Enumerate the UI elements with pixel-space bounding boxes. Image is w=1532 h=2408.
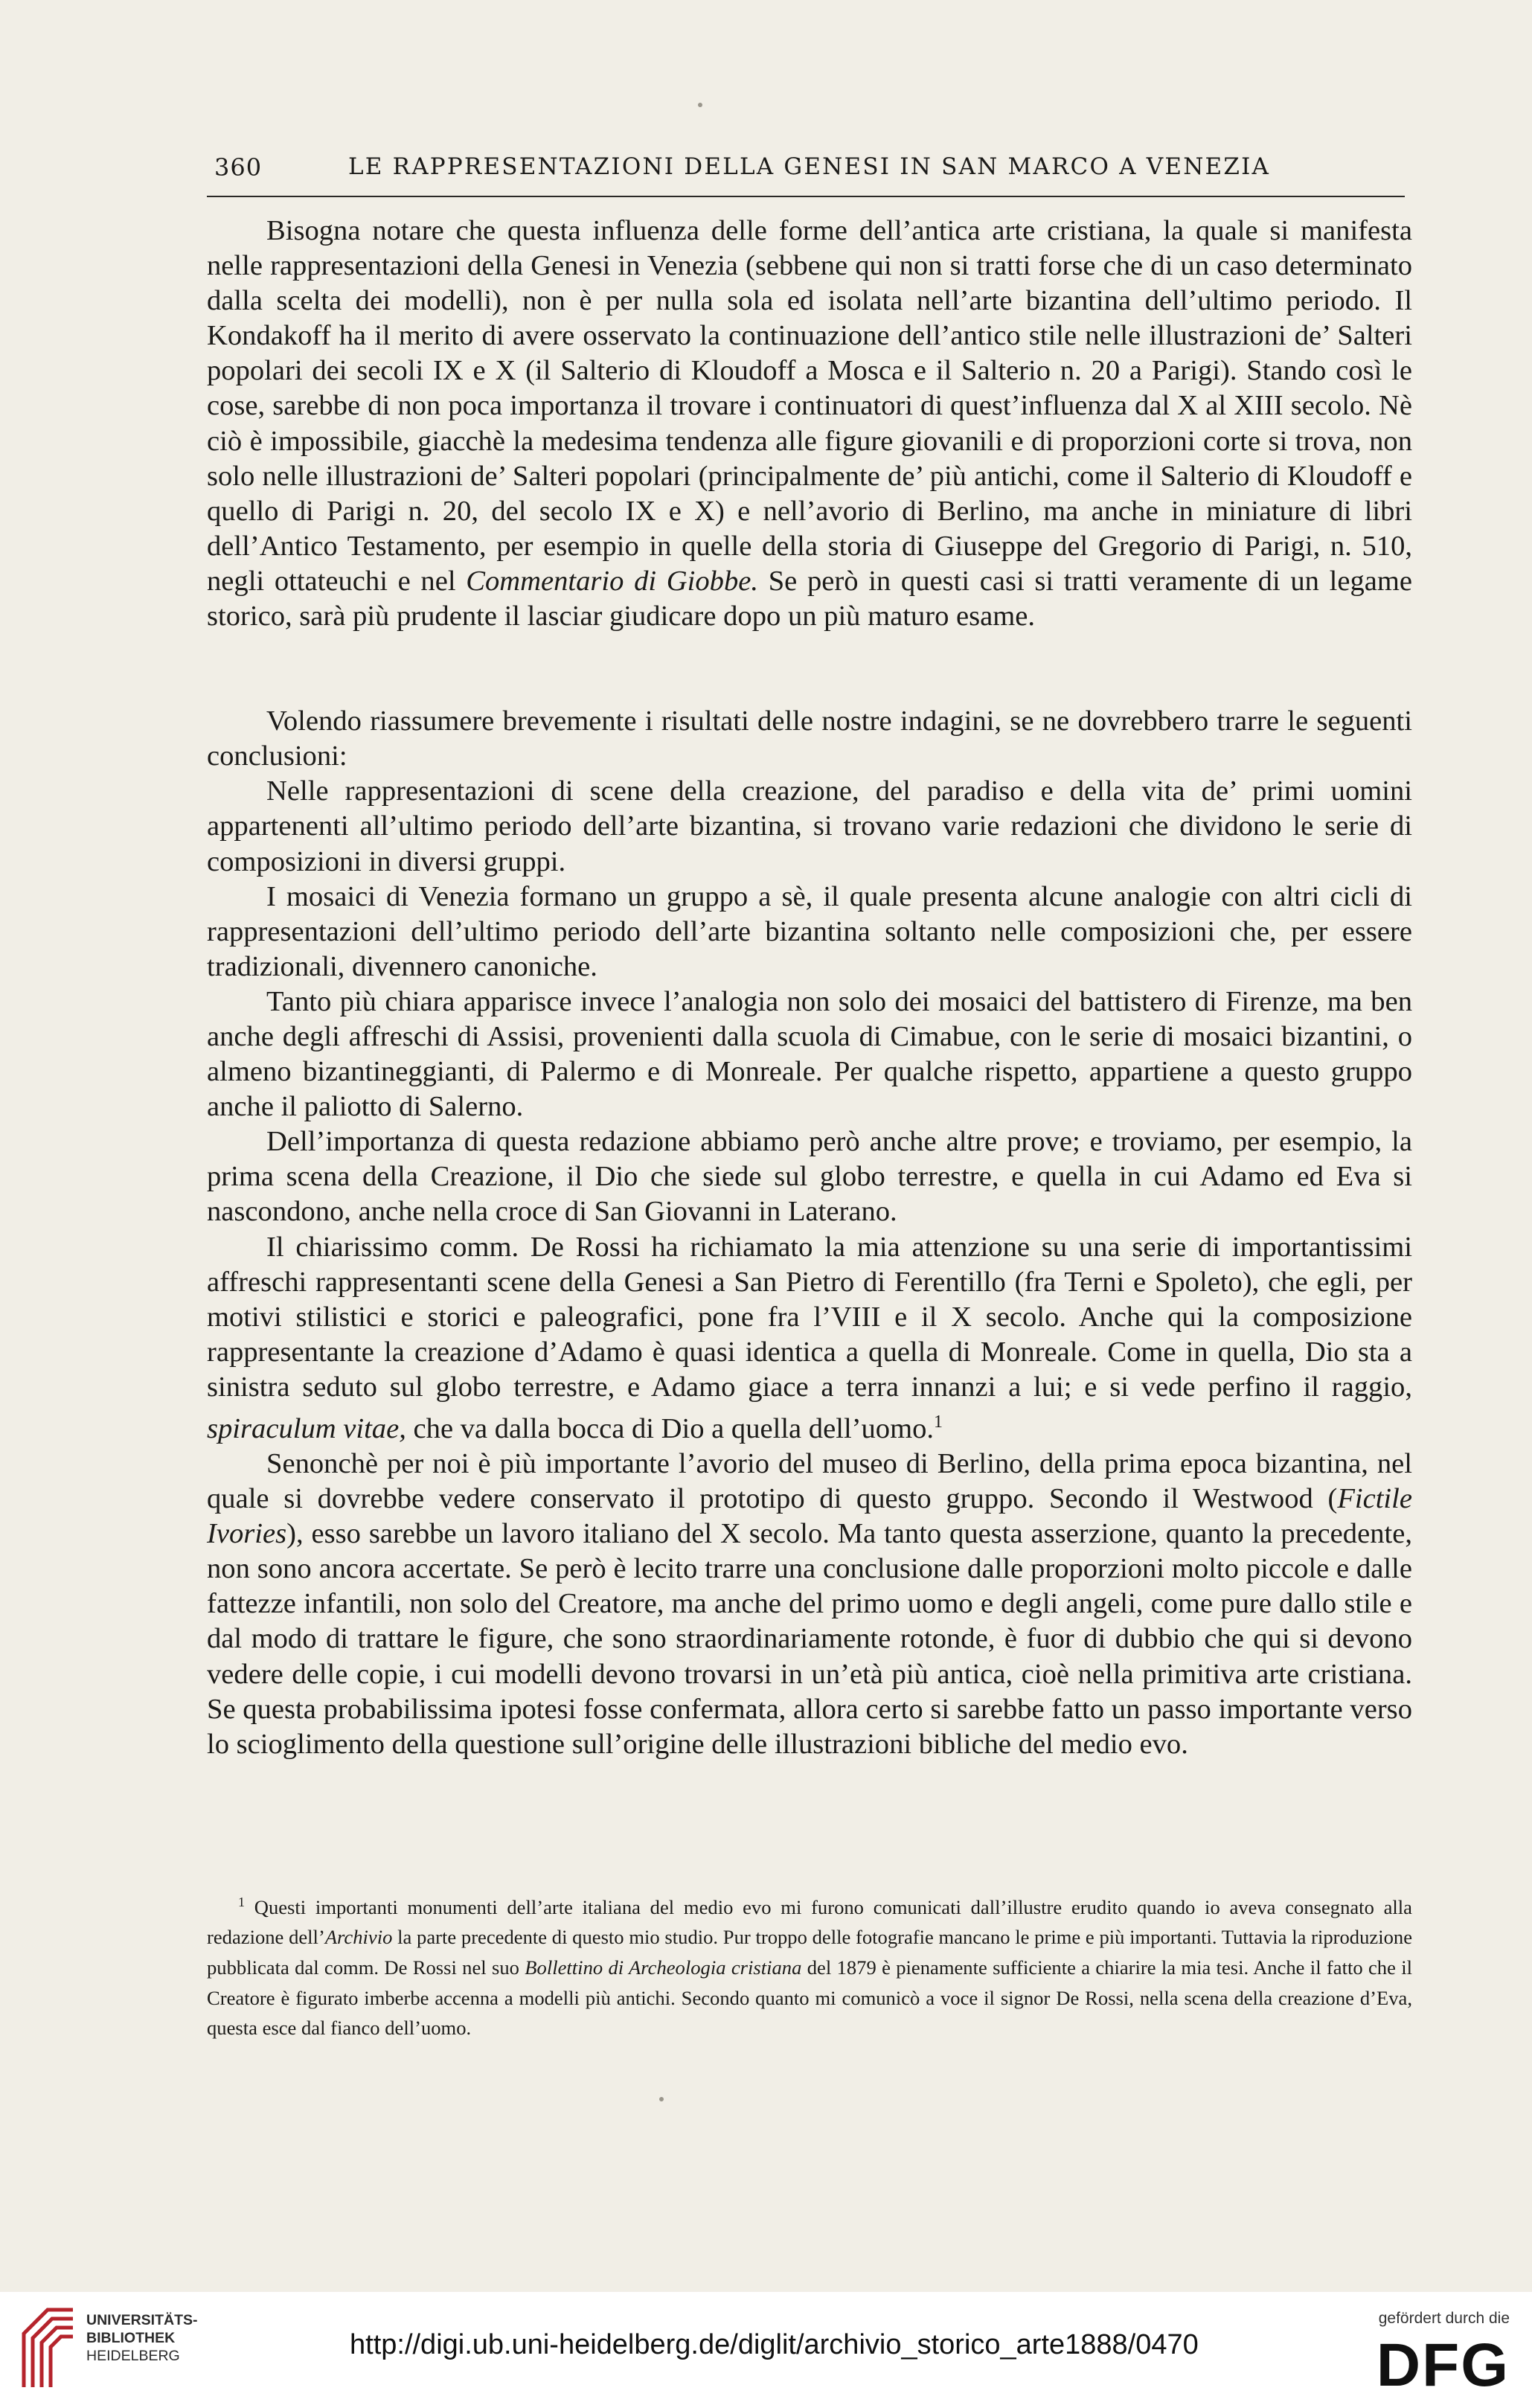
footnote-marker: 1 bbox=[238, 1895, 245, 1909]
running-title: LE RAPPRESENTAZIONI DELLA GENESI IN SAN MARCO A VENEZIA bbox=[348, 153, 1271, 180]
page-number: 360 bbox=[214, 153, 263, 182]
paragraph: I mosaici di Venezia formano un gruppo a sè, il quale presenta alcune analogie con altri cicli di rappresentazioni dell’ultimo periodo dell’arte bizantina soltanto nelle composizioni che, per essere tradizionali, divennero canoniche. bbox=[207, 880, 1412, 982]
footnote-reference[interactable]: 1 bbox=[934, 1412, 943, 1432]
header-rule bbox=[207, 196, 1405, 197]
permalink[interactable]: http://digi.ub.uni-heidelberg.de/diglit/archivio_storico_arte1888/0470 bbox=[350, 2329, 1199, 2360]
paragraph: Bisogna notare che questa influenza delle forme dell’antica arte cristiana, la quale si manifesta nelle rappresentazioni della Genesi in Venezia (sebbene qui non si tratti forse che di un caso determinato dalla scelta dei modelli), non è per nulla sola ed isolata nell’arte bizantina dell’ultimo periodo. Il Kondakoff ha il merito di avere osservato la continuazione dell’antico stile nelle illustrazioni de’ Salteri popolari dei secoli IX e X (il Salterio di Kloudoff a Mosca e il Salterio n. 20 a Parigi). Stando così le cose, sarebbe di non poca importanza il trovare i continuatori di quest’influenza dal X al XIII secolo. Nè ciò è impossibile, giacchè la medesima tendenza alle figure giovanili e di proporzioni corte si trova, non solo nelle illustrazioni de’ Salteri popolari (principalmente de’ più antichi, come il Salterio di Kloudoff e quello di Parigi n. 20, del secolo IX e X) e nell’avorio di Berlino, ma anche in miniature di libri dell’Antico Testamento, per esempio in quelle della storia di Giuseppe del Gregorio di Parigi, n. 510, negli ottateuchi e nel Commentario di Giobbe. Se però in questi casi si tratti veramente di un legame storico, sarà più prudente il lasciar giudicare dopo un più maturo esame. bbox=[207, 215, 1412, 633]
paragraph: Nelle rappresentazioni di scene della creazione, del paradiso e della vita de’ primi uomini appartenenti all’ultimo periodo dell’arte bizantina, si trovano varie redazioni che dividono le serie di composizioni in diversi gruppi. bbox=[207, 775, 1412, 877]
paragraph: Dell’importanza di questa redazione abbiamo però anche altre prove; e troviamo, per esempio, la prima scena della Creazione, il Dio che siede sul globo terrestre, e quella in cui Adamo ed Eva si nascondono, anche nella croce di San Giovanni in Laterano. bbox=[207, 1126, 1412, 1228]
library-name: UNIVERSITÄTS- BIBLIOTHEK HEIDELBERG bbox=[86, 2312, 198, 2364]
university-library-logo-icon[interactable] bbox=[16, 2304, 80, 2393]
paper-speck bbox=[659, 2097, 664, 2101]
footnotes bbox=[207, 1887, 1412, 2043]
paragraph: Tanto più chiara apparisce invece l’analogia non solo dei mosaici del battistero di Firenze, ma ben anche degli affreschi di Assisi, provenienti dalla scuola di Cimabue, con le serie di mosaici bizantini, o almeno bizantineggianti, di Palermo e di Monreale. Per qualche rispetto, appartiene a questo gruppo anche il paliotto di Salerno. bbox=[207, 985, 1412, 1123]
funding-label: gefördert durch die bbox=[1378, 2310, 1510, 2327]
paragraph: Senonchè per noi è più importante l’avorio del museo di Berlino, della prima epoca bizantina, nel quale si dovrebbe vedere conservato il prototipo di questo gruppo. Secondo il Westwood (Fictile Ivories), esso sarebbe un lavoro italiano del X secolo. Ma tanto questa asserzione, quanto la precedente, non sono ancora accertate. Se però è lecito trarre una conclusione dalle proporzioni molto piccole e dalle fattezze infantili, non solo del Creatore, ma anche del primo uomo e degli angeli, come pure dallo stile e dal modo di trattare le figure, che sono straordinariamente rotonde, è fuor di dubbio che qui si devono vedere delle copie, i cui modelli devono trovarsi in un’età più antica, cioè nella primitiva arte cristiana. Se questa probabilissima ipotesi fosse confermata, allora certo si sarebbe fatto un passo importante verso lo scioglimento della questione sull’origine delle illustrazioni bibliche del medio evo. bbox=[207, 1447, 1412, 1760]
body-text bbox=[207, 214, 1412, 1762]
dfg-logo: DFG bbox=[1376, 2331, 1510, 2399]
paper-speck bbox=[698, 103, 702, 107]
footnote: $^1$ Questi importanti monumenti dell’arte italiana del medio evo mi furono comunicati dall’illustre erudito quando io aveva consegnato alla redazione dell’Archivio la parte precedente di questo mio studio. Pur troppo delle fotografie mancano le prime e più importanti. Tuttavia la riproduzione pubblicata dal comm. De Rossi nel suo Bollettino di Archeologia cristiana del 1879 è pienamente sufficiente a chiarire la mia tesi. Anche il fatto che il Creatore è figurato imberbe accenna a modelli più antichi. Secondo quanto mi comunicò a voce il signor De Rossi, nella scena della creazione d’Eva, questa esce dal fianco dell’uomo. bbox=[207, 1895, 1412, 2040]
paragraph: Volendo riassumere brevemente i risultati delle nostre indagini, se ne dovrebbero trarre le seguenti conclusioni: bbox=[207, 705, 1412, 772]
digitization-footer bbox=[0, 2292, 1532, 2408]
paragraph: Il chiarissimo comm. De Rossi ha richiamato la mia attenzione su una serie di importantissimi affreschi rappresentanti scene della Genesi a San Pietro di Ferentillo (fra Terni e Spoleto), che egli, per motivi stilistici e storici e paleografici, pone fra l’VIII e il X secolo. Anche qui la composizione rappresentante la creazione d’Adamo è quasi identica a quella di Monreale. Come in quella, Dio sta a sinistra seduto sul globo terrestre, e Adamo giace a terra innanzi a lui; e si vede perfino il raggio, spiraculum vitae, che va dalla bocca di Dio a quella dell’uomo.$^1$ bbox=[207, 1231, 1412, 1444]
running-header bbox=[207, 146, 1412, 190]
